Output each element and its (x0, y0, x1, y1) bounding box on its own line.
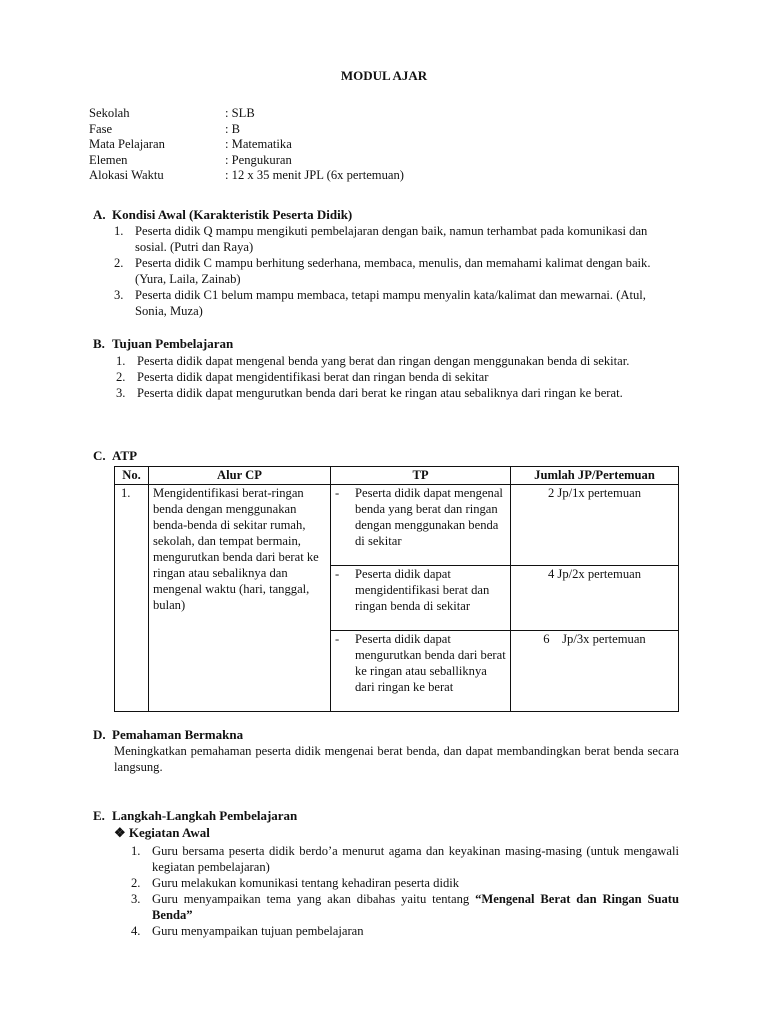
atp-table (114, 466, 679, 712)
section-title: Kondisi Awal (Karakteristik Peserta Didik) (112, 207, 353, 222)
cell-jp: 6 Jp/3x pertemuan (511, 631, 679, 712)
section-title: ATP (112, 448, 138, 463)
section-letter: D. (93, 727, 106, 742)
section-letter: A. (93, 207, 106, 222)
section-letter: E. (93, 808, 105, 823)
list-item (114, 287, 664, 319)
section-c-heading (93, 448, 137, 464)
section-b-heading (93, 336, 233, 352)
cell-jp: 2 Jp/1x pertemuan (511, 485, 679, 566)
section-b-list (116, 353, 679, 401)
item-text: Peserta didik dapat mengenal benda yang berat dan ringan dengan menggunakan benda di sekitar. (137, 354, 630, 368)
section-a-list (114, 223, 664, 319)
info-row (89, 105, 404, 121)
item-number: 1. (131, 844, 141, 858)
info-label: Fase (89, 121, 113, 136)
list-item (114, 255, 664, 287)
section-e-list (131, 843, 679, 939)
header-jumlah-jp: Jumlah JP/Pertemuan (511, 467, 679, 485)
item-text: Guru menyampaikan tujuan pembelajaran (152, 924, 364, 938)
info-value: : 12 x 35 menit JPL (6x pertemuan) (225, 168, 404, 182)
info-label: Sekolah (89, 106, 130, 120)
list-item (116, 353, 679, 369)
item-number: 2. (116, 370, 126, 384)
item-text: Peserta didik C mampu berhitung sederhana, membaca, menulis, dan memahami kalimat dengan baik. (Yura, Laila, Zainab) (135, 256, 651, 286)
item-text: Peserta didik dapat mengurutkan benda dari berat ke ringan atau sebaliknya dari ringan ke berat. (137, 386, 623, 400)
header-alur-cp: Alur CP (149, 467, 331, 485)
item-text: Peserta didik dapat mengidentifikasi berat dan ringan benda di sekitar (137, 370, 489, 384)
section-letter: C. (93, 448, 106, 463)
list-item (116, 369, 679, 385)
tp-text: Peserta didik dapat mengenal benda yang berat dan ringan dengan menggunakan benda di sekitar (355, 486, 503, 548)
info-value: : B (225, 121, 241, 136)
info-value: : Pengukuran (225, 152, 292, 167)
section-d-text: Meningkatkan pemahaman peserta didik mengenai berat benda, dan dapat membandingkan berat benda secara langsung. (114, 744, 679, 774)
item-text: Peserta didik Q mampu mengikuti pembelajaran dengan baik, namun terhambat pada komunikasi dan sosial. (Putri dan Raya) (135, 224, 648, 254)
list-item (116, 385, 679, 401)
list-item (131, 923, 679, 939)
table-row (115, 485, 679, 566)
item-number: 2. (131, 876, 141, 890)
cell-no: 1. (115, 485, 149, 712)
tp-text: Peserta didik dapat mengidentifikasi berat dan ringan benda di sekitar (355, 567, 490, 613)
item-text: Guru melakukan komunikasi tentang kehadiran peserta didik (152, 876, 460, 890)
cell-jp: 4 Jp/2x pertemuan (511, 566, 679, 631)
tp-dash: - (335, 486, 340, 500)
info-row (89, 152, 404, 168)
list-item (131, 875, 679, 891)
cell-tp (331, 631, 511, 712)
item-number: 4. (131, 924, 141, 938)
item-number: 2. (114, 256, 124, 270)
list-item (131, 843, 679, 875)
section-title: Langkah-Langkah Pembelajaran (112, 808, 298, 823)
item-number: 1. (114, 224, 124, 238)
info-row (89, 136, 404, 152)
header-tp: TP (331, 467, 511, 485)
tp-dash: - (335, 632, 340, 646)
info-label: Mata Pelajaran (89, 137, 165, 151)
item-number: 3. (114, 288, 124, 302)
section-title: Pemahaman Bermakna (112, 727, 244, 742)
info-label: Elemen (89, 152, 128, 167)
section-letter: B. (93, 336, 105, 351)
header-no: No. (115, 467, 149, 485)
cell-tp (331, 485, 511, 566)
section-e-heading (93, 808, 297, 824)
diamond-bullet-icon: ❖ (114, 825, 126, 840)
info-block (89, 105, 404, 183)
document-title: MODUL AJAR (340, 68, 428, 83)
info-value: : SLB (225, 106, 255, 120)
info-value: : Matematika (225, 137, 292, 151)
item-text: Guru bersama peserta didik berdo’a menurut agama dan keyakinan masing-masing (untuk mengawali kegiatan pembelajaran) (152, 844, 679, 874)
section-title: Tujuan Pembelajaran (112, 336, 234, 351)
cell-tp (331, 566, 511, 631)
table-header-row (115, 467, 679, 485)
list-item (114, 223, 664, 255)
info-label: Alokasi Waktu (89, 168, 164, 182)
tp-text: Peserta didik dapat mengurutkan benda dari berat ke ringan atau seballiknya dari ringan ke berat (355, 632, 506, 694)
cell-alur-cp: Mengidentifikasi berat-ringan benda dengan menggunakan benda-benda di sekitar rumah, sekolah, dan tempat bermain, mengurutkan benda dari berat ke ringan atau sebaliknya dan mengenal waktu (hari, tanggal, bulan) (149, 485, 331, 712)
subsection-title: Kegiatan Awal (128, 825, 210, 840)
item-number: 3. (131, 892, 141, 906)
item-text: Peserta didik C1 belum mampu membaca, tetapi mampu menyalin kata/kalimat dan mewarnai. (Atul, Sonia, Muza) (135, 288, 646, 318)
list-item (131, 891, 679, 923)
section-a-heading (93, 207, 352, 223)
subsection-heading (114, 825, 210, 841)
info-row (89, 167, 404, 183)
item-emphasis: “Mengenal Berat dan Ringan Suatu Benda” (152, 892, 679, 922)
item-text: Guru menyampaikan tema yang akan dibahas yaitu tentang (152, 892, 470, 906)
tp-dash: - (335, 567, 340, 581)
item-number: 3. (116, 386, 126, 400)
section-d-heading (93, 727, 243, 743)
info-row (89, 121, 404, 137)
item-number: 1. (116, 354, 126, 368)
